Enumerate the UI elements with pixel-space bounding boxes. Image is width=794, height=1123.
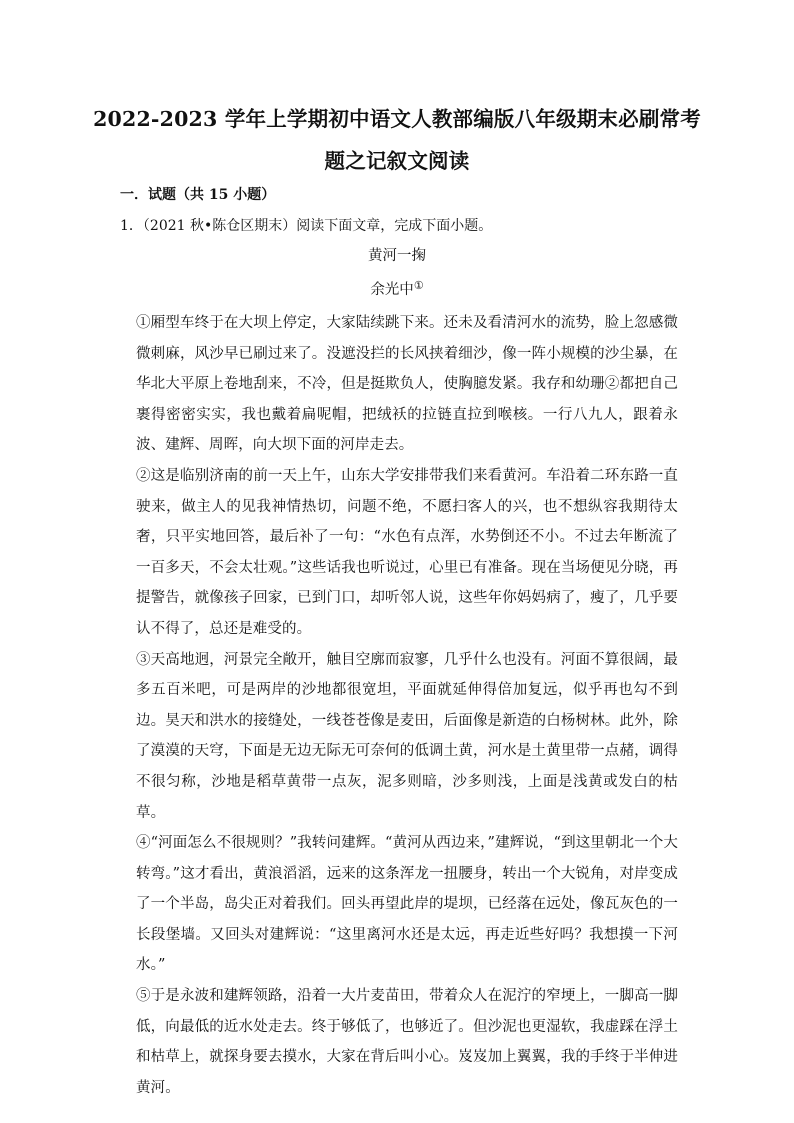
- question-prompt: [120, 215, 492, 237]
- document-title-line-1: 2022-2023 学年上学期初中语文人教部编版八年级期末必刷常考: [93, 107, 701, 131]
- article-paragraph-2: ②这是临别济南的前一天上午，山东大学安排带我们来看黄河。车沿着二环东路一直驶来，做主人的见我神情热切，问题不绝，不愿扫客人的兴，也不想纵容我期待太奢，只平实地回答，最后补了一句：“水色有点浑，水势倒还不小。不过去年断流了一百多天，不会太壮观。”这些话我也听说过，心里已有准备。现在当场便见分晓，再提警告，就像孩子回家，已到门口，却听邻人说，这些年你妈妈病了，瘦了，几乎要认不得了，总还是难受的。: [136, 467, 678, 637]
- article-paragraph-1: ①厢型车终于在大坝上停定，大家陆续跳下来。还未及看清河水的流势，脸上忽感微微刺麻，风沙早已刷过来了。没遮没拦的长风挟着细沙，像一阵小规模的沙尘暴，在华北大平原上卷地刮来，不冷，但是挺欺负人，使胸臆发紧。我存和幼珊②都把自己裹得密密实实，我也戴着扁呢帽，把绒袄的拉链直拉到喉核。一行八九人，跟着永波、建辉、周晖，向大坝下面的河岸走去。: [136, 315, 678, 454]
- question-instruction: 阅读下面文章，完成下面小题。: [296, 218, 493, 234]
- document-title-line-2: 题之记叙文阅读: [324, 149, 470, 173]
- question-source: （2021 秋•陈仓区期末）: [142, 218, 297, 234]
- question-number: 1．: [120, 218, 143, 234]
- section-heading: 一．试题（共 15 小题）: [120, 187, 276, 203]
- article-author-line: [0, 276, 794, 300]
- article-title: 黄河一掬: [368, 248, 426, 264]
- article-body: [136, 308, 678, 1103]
- author-footnote-mark: ①: [413, 279, 424, 292]
- document-title: [80, 98, 714, 182]
- article-paragraph-3: ③天高地迥，河景完全敞开，触目空廓而寂寥，几乎什么也没有。河面不算很阔，最多五百米吧，可是两岸的沙地都很宽坦，平面就延伸得倍加复远，似乎再也勾不到边。昊天和洪水的接缝处，一线苍苍像是麦田，后面像是新造的白杨树林。此外，除了漠漠的天穹，下面是无边无际无可奈何的低调土黄，河水是土黄里带一点赭，调得不很匀称，沙地是稻草黄带一点灰，泥多则暗，沙多则浅，上面是浅黄或发白的枯草。: [136, 651, 678, 821]
- article-paragraph-5: ⑤于是永波和建辉领路，沿着一大片麦苗田，带着众人在泥泞的窄埂上，一脚高一脚低，向最低的近水处走去。终于够低了，也够近了。但沙泥也更湿软，我虚踩在浮土和枯草上，就探身要去摸水，大家在背后叫小心。岌岌加上翼翼，我的手终于半伸进黄河。: [136, 988, 678, 1096]
- article-paragraph-4: ④“河面怎么不很规则？”我转问建辉。“黄河从西边来，”建辉说，“到这里朝北一个大转弯。”这才看出，黄浪滔滔，远来的这条浑龙一扭腰身，转出一个大锐角，对岸变成了一个半岛，岛尖正对着我们。回头再望此岸的堤坝，已经落在远处，像瓦灰色的一长段堡墙。又回头对建辉说：“这里离河水还是太远，再走近些好吗？我想摸一下河水。”: [136, 835, 678, 974]
- article-author: 余光中: [370, 282, 414, 298]
